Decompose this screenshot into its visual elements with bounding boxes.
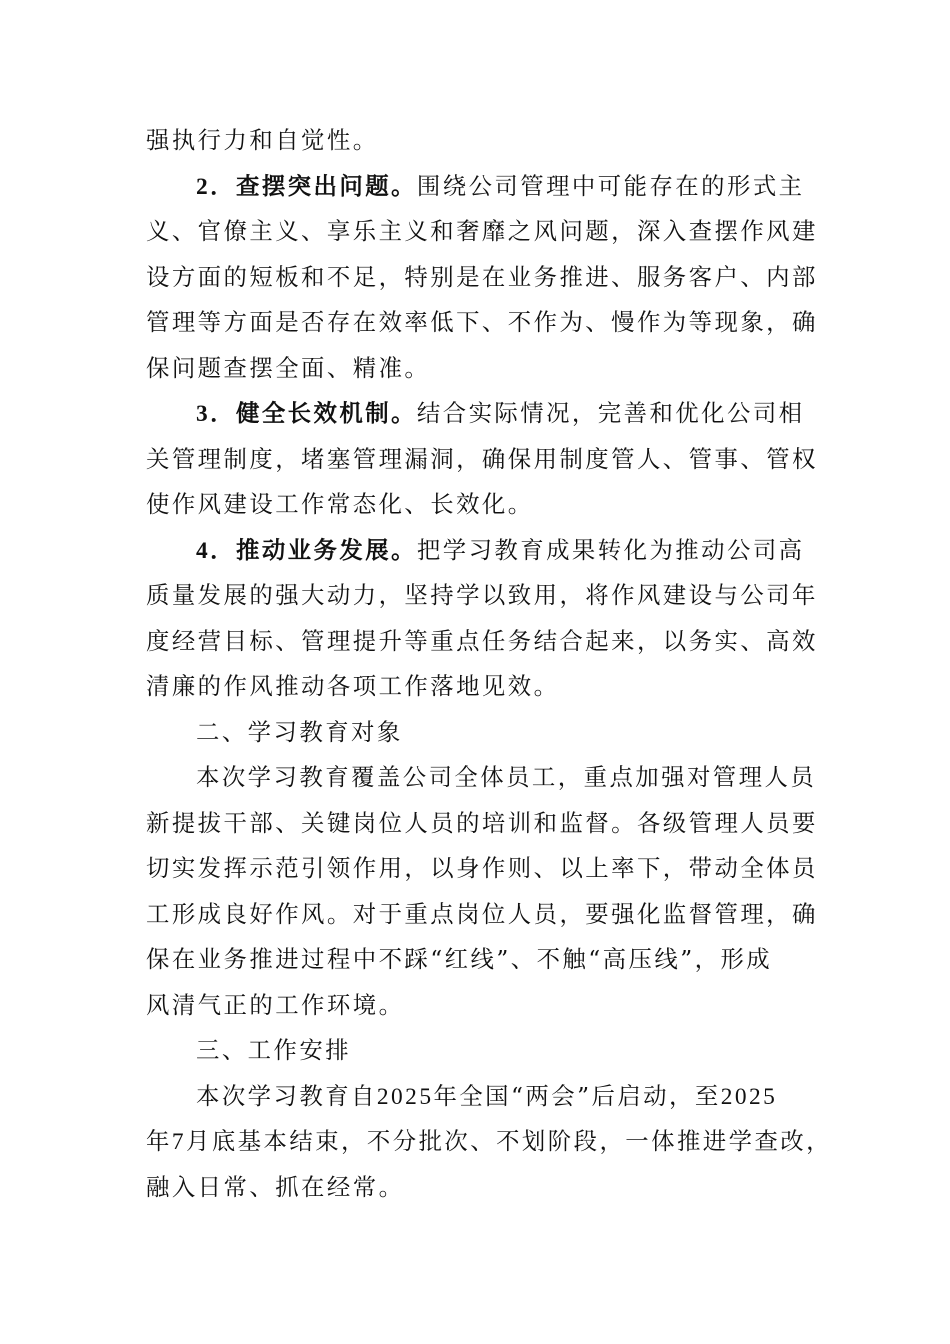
month-value: 7 (171, 1129, 186, 1155)
text-line: 风清气正的工作环境。 (146, 990, 405, 1019)
text-line (146, 164, 806, 210)
text-line: 管理等方面是否存在效率低下、不作为、慢作为等现象，确 (146, 308, 818, 336)
heading-text: 三、工作安排 (196, 1036, 352, 1064)
paragraph-study-targets (146, 755, 818, 1028)
document-body (146, 118, 833, 1210)
paragraph-item-2 (146, 164, 818, 392)
year-value: 2025 (376, 1083, 434, 1110)
text-line (146, 528, 806, 574)
text-line: 本次学习教育覆盖公司全体员工，重点加强对管理人员 (196, 763, 817, 791)
text-line (146, 1074, 806, 1120)
text-line: 切实发挥示范引领作用，以身作则、以上率下，带动全体员 (146, 854, 818, 882)
text-line: 使作风建设工作常态化、长效化。 (146, 490, 534, 518)
item-text: 结合实际情况，完善和优化公司相 (416, 399, 805, 427)
item-number: 3． (196, 401, 236, 427)
text-line: 保问题查摆全面、精准。 (146, 353, 431, 382)
item-number: 4． (196, 537, 236, 564)
item-title: 推动业务发展。 (236, 535, 417, 564)
paragraph-continuation (146, 118, 806, 164)
text-line: 工形成良好作风。对于重点岗位人员，要强化监督管理，确 (146, 899, 818, 928)
text-line (146, 1119, 833, 1165)
text-segment: 月底基本结束，不分批次、不划阶段，一体推进学查改， (186, 1127, 833, 1155)
text-line (146, 391, 806, 437)
paragraph-item-4 (146, 528, 818, 710)
text-line: 设方面的短板和不足，特别是在业务推进、服务客户、内部 (146, 262, 818, 291)
item-number: 2． (196, 173, 236, 200)
text-line: 强执行力和自觉性。 (146, 126, 379, 154)
text-line: 度经营目标、管理提升等重点任务结合起来，以务实、高效 (146, 626, 818, 655)
text-segment: 本次学习教育自 (196, 1081, 377, 1110)
section-heading-2 (146, 710, 806, 756)
item-text: 把学习教育成果转化为推动公司高 (416, 535, 805, 564)
item-title: 健全长效机制。 (236, 399, 417, 427)
text-segment: 年 (146, 1127, 172, 1155)
year-value: 2025 (720, 1083, 778, 1110)
text-line: 质量发展的强大动力，坚持学以致用，将作风建设与公司年 (146, 581, 818, 609)
heading-text: 二、学习教育对象 (196, 717, 403, 746)
section-heading-3 (146, 1028, 806, 1074)
text-segment: 年全国“两会”后启动，至 (433, 1081, 721, 1110)
item-text: 围绕公司管理中可能存在的形式主 (416, 171, 805, 200)
text-line: 清廉的作风推动各项工作落地见效。 (146, 672, 560, 700)
item-title: 查摆突出问题。 (236, 171, 417, 200)
text-line: 新提拔干部、关键岗位人员的培训和监督。各级管理人员要 (146, 808, 818, 837)
paragraph-work-arrangement (146, 1074, 833, 1211)
text-line: 融入日常、抓在经常。 (146, 1172, 405, 1201)
text-line: 保在业务推进过程中不踩“红线”、不触“高压线”，形成 (146, 945, 773, 973)
paragraph-item-3 (146, 391, 818, 528)
text-line: 关管理制度，堵塞管理漏洞，确保用制度管人、管事、管权 (146, 444, 818, 473)
text-line: 义、官僚主义、享乐主义和奢靡之风问题，深入查摆作风建 (146, 217, 818, 245)
